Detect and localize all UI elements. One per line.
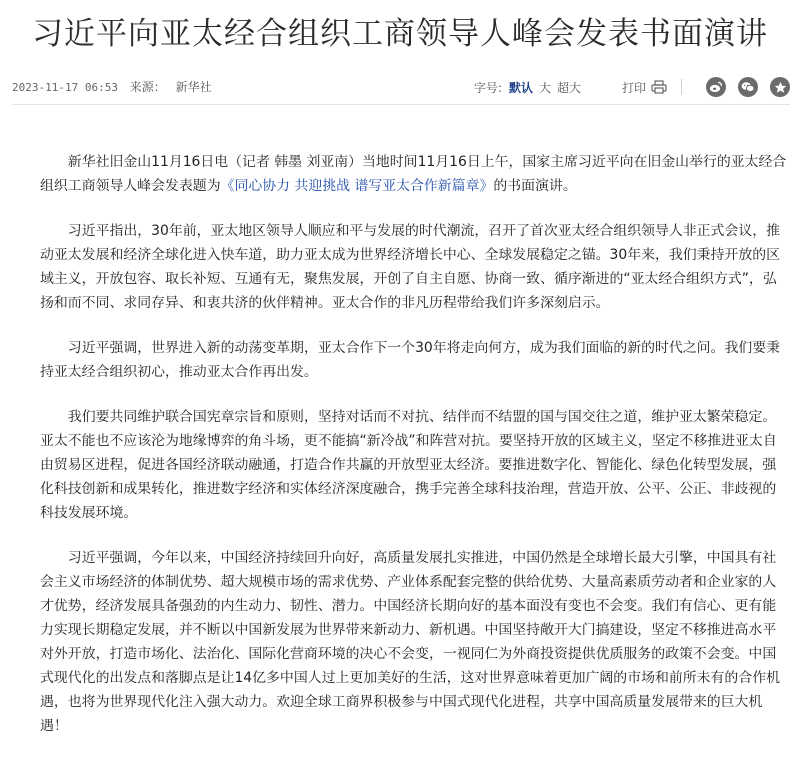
print-label: 打印 [621,80,646,95]
font-size-default-option[interactable]: 默认 [508,80,533,95]
paragraph-1-text: 新华社旧金山11月16日电（记者 韩墨 刘亚南）当地时间11月16日上午，国家主席习近平向在旧金山举行的亚太经合组织工商领导人峰会发表题为 [40,154,787,194]
article-meta-bar [12,74,790,100]
article-body [40,150,788,759]
source-name: 新华社 [175,80,212,94]
source-label: 来源： [129,80,166,94]
font-size-xlarge-option[interactable]: 超大 [556,80,581,95]
article-meta [12,78,212,95]
paragraph-1-tail: 的书面演讲。 [493,178,577,194]
paragraph-5 [40,546,788,738]
article-toolbar [474,74,790,100]
paragraph-4-text: 我们要共同维护联合国宪章宗旨和原则，坚持对话而不对抗、结伴而不结盟的国与国交往之道，维护亚太繁荣稳定。亚太不能也不应该沦为地缘博弈的角斗场，更不能搞“新冷战”和阵营对抗。要坚持开放的区域主义，坚定不移推进亚太自由贸易区进程，促进各国经济联动融通，打造合作共赢的开放型亚太经济。要推进数字化、智能化、绿色化转型发展，强化科技创新和成果转化，推进数字经济和实体经济深度融合，携手完善全球科技治理，营造开放、公平、公正、非歧视的科技发展环境。 [40,409,777,521]
print-button[interactable] [622,79,667,96]
weibo-icon[interactable] [706,77,726,97]
speech-title-link[interactable]: 《同心协力 共迎挑战 谱写亚太合作新篇章》 [220,178,494,194]
paragraph-4 [40,405,788,525]
article-title: 习近平向亚太经合组织工商领导人峰会发表书面演讲 [32,16,768,52]
paragraph-2-text: 习近平指出，30年前，亚太地区领导人顺应和平与发展的时代潮流，召开了首次亚太经合组织领导人非正式会议，推动亚太发展和经济全球化进入快车道，助力亚太成为世界经济增长中心、全球发展稳定之锚。30年来，我们秉持开放的区域主义，开放包容、取长补短、互通有无，聚焦发展，开创了自主自愿、协商一致、循序渐进的“亚太经合组织方式”，弘扬和而不同、求同存异、和衷共济的伙伴精神。亚太合作的非凡历程带给我们许多深刻启示。 [40,223,781,311]
font-size-label: 字号: [473,80,502,95]
toolbar-divider [681,79,682,95]
paragraph-1 [40,150,788,198]
publish-date: 2023-11-17 06:53 [12,81,118,94]
wechat-icon[interactable] [738,77,758,97]
paragraph-3 [40,336,788,384]
header-divider [12,104,790,105]
paragraph-2 [40,219,788,315]
paragraph-5-text: 习近平强调，今年以来，中国经济持续回升向好，高质量发展扎实推进，中国仍然是全球增长最大引擎，中国具有社会主义市场经济的体制优势、超大规模市场的需求优势、产业体系配套完整的供给优势、大量高素质劳动者和企业家的人才优势，经济发展具备强劲的内生动力、韧性、潜力。中国经济长期向好的基本面没有变也不会变。我们有信心、更有能力实现长期稳定发展，并不断以中国新发展为世界带来新动力、新机遇。中国坚持敞开大门搞建设，坚定不移推进高水平对外开放，打造市场化、法治化、国际化营商环境的决心不会变，一视同仁为外商投资提供优质服务的政策不会变。中国式现代化的出发点和落脚点是让14亿多中国人过上更加美好的生活，这对世界意味着更加广阔的市场和前所未有的合作机遇，也将为世界现代化注入强大动力。欢迎全球工商界积极参与中国式现代化进程，共享中国高质量发展带来的巨大机遇！ [40,550,780,734]
font-size-large-option[interactable]: 大 [538,80,551,95]
favorite-star-icon[interactable] [770,77,790,97]
paragraph-3-text: 习近平强调，世界进入新的动荡变革期，亚太合作下一个30年将走向何方，成为我们面临的新的时代之问。我们要秉持亚太经合组织初心，推动亚太合作再出发。 [40,340,781,380]
printer-icon [651,80,667,94]
